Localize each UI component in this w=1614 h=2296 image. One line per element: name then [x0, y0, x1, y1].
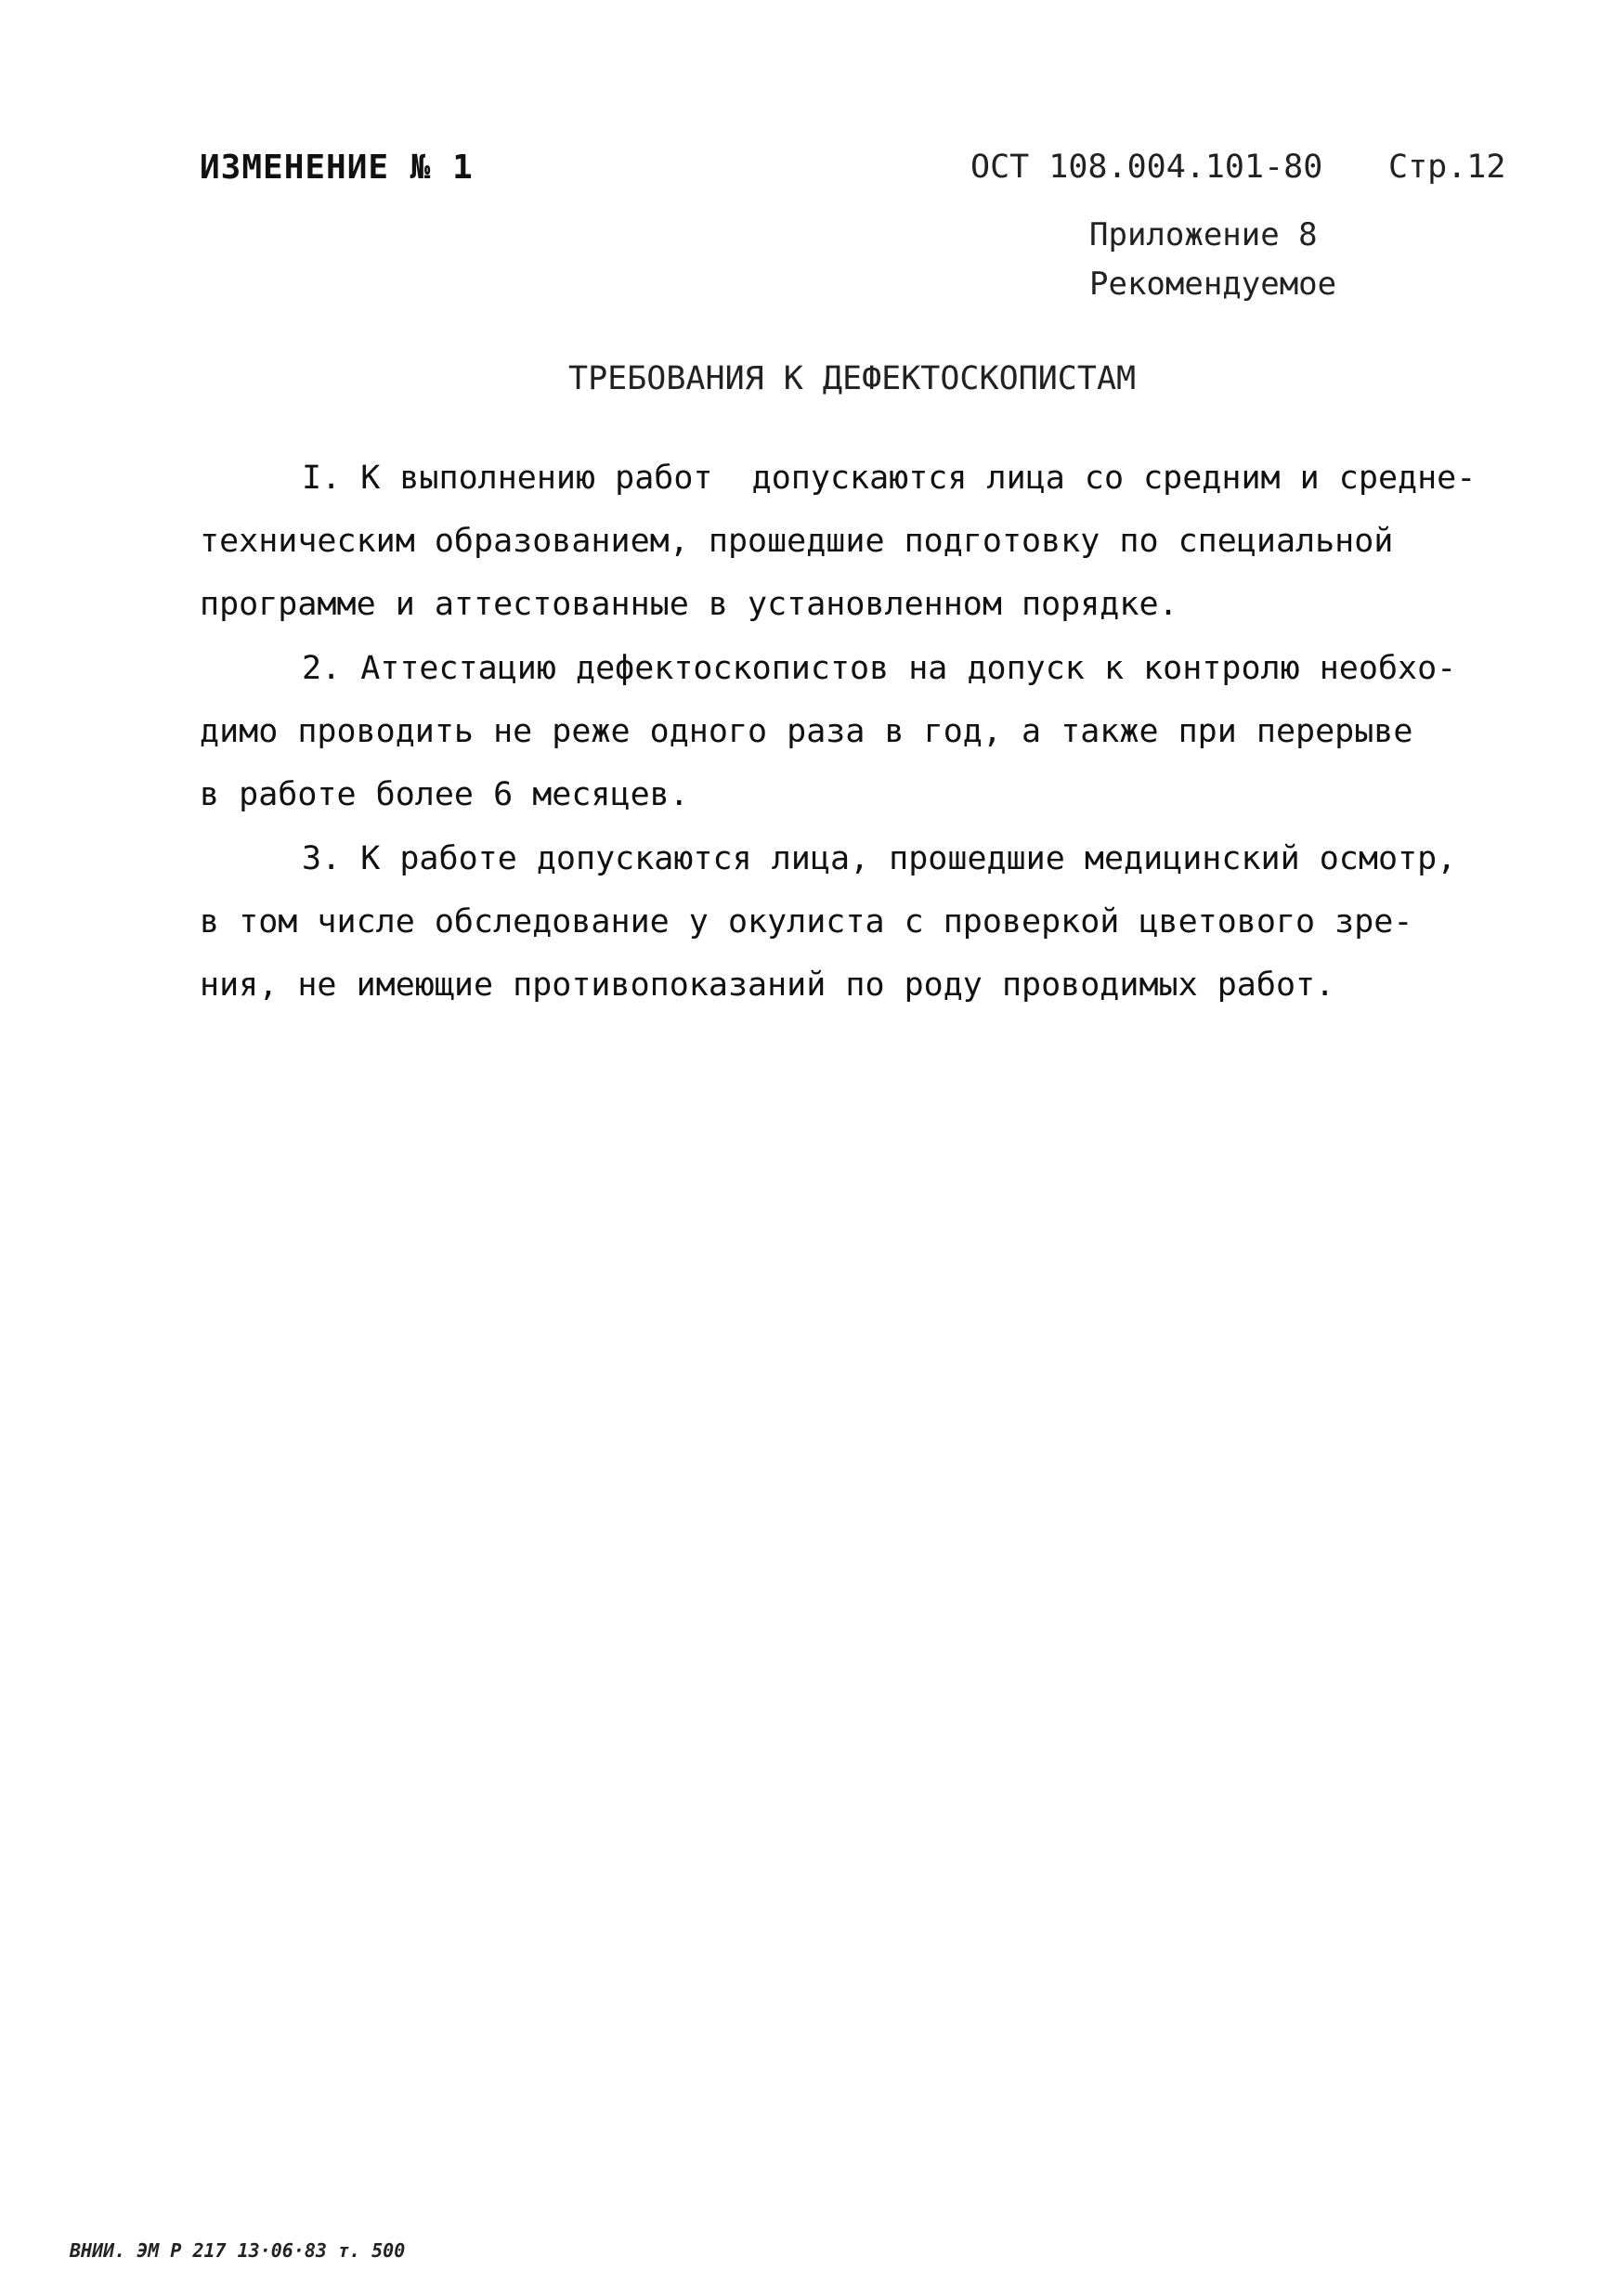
standard-code: ОСТ 108.004.101-80 — [970, 149, 1323, 186]
change-label: ИЗМЕНЕНИЕ № 1 — [200, 149, 474, 187]
appendix-status: Рекомендуемое — [1089, 266, 1337, 303]
paragraph-2-line-2: димо проводить не реже одного раза в год, а также при перерыве — [200, 713, 1413, 750]
paragraph-2-line-3: в работе более 6 месяцев. — [200, 776, 689, 813]
paragraph-1-line-2: техническим образованием, прошедшие подготовку по специальной — [200, 523, 1394, 560]
print-mark: ВНИИ. ЭМ Р 217 13·06·83 т. 500 — [70, 2239, 406, 2262]
paragraph-3-line-1: 3. К работе допускаются лица, прошедшие медицинский осмотр, — [302, 840, 1457, 877]
paragraph-1-line-1: I. К выполнению работ допускаются лица со средним и средне- — [302, 460, 1477, 497]
paragraph-1-line-3: программе и аттестованные в установленном порядке. — [200, 586, 1178, 623]
paragraph-3-line-2: в том числе обследование у окулиста с проверкой цветового зре- — [200, 903, 1413, 940]
document-title: ТРЕБОВАНИЯ К ДЕФЕКТОСКОПИСТАМ — [568, 360, 1137, 397]
page-number: Стр.12 — [1388, 149, 1506, 186]
paragraph-2-line-1: 2. Аттестацию дефектоскопистов на допуск к контролю необхо- — [302, 650, 1457, 687]
appendix-label: Приложение 8 — [1089, 216, 1318, 253]
paragraph-3-line-3: ния, не имеющие противопоказаний по роду проводимых работ. — [200, 966, 1335, 1004]
